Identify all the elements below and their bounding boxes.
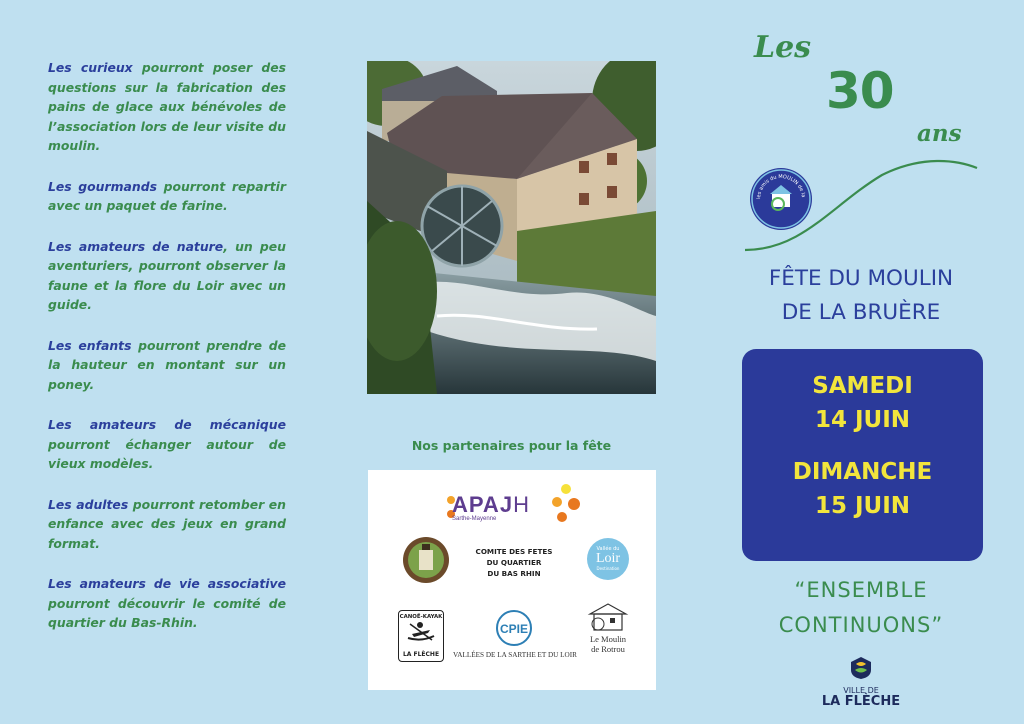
anniversary-number: 30 bbox=[826, 62, 894, 120]
activity-lead: Les adultes bbox=[48, 496, 129, 512]
mill-sketch-icon bbox=[586, 602, 630, 632]
activity-text: pourront prendre de la hauteur en montant sur un poney. bbox=[48, 337, 287, 392]
loir-top: Vallée du bbox=[596, 546, 620, 552]
flower-icon bbox=[548, 482, 584, 526]
activity-paragraph bbox=[48, 336, 286, 395]
event-title-line: DE LA BRUÈRE bbox=[781, 300, 941, 325]
event-title-line: FÊTE DU MOULIN bbox=[768, 266, 954, 291]
city-crest-icon bbox=[850, 656, 872, 680]
activity-paragraph bbox=[48, 495, 286, 554]
day-1: SAMEDI bbox=[812, 373, 913, 399]
mill-photo bbox=[367, 61, 656, 394]
activity-text: , un peu aventuriers, pourront observer la faune et la flore du Loir avec un guide. bbox=[48, 238, 286, 312]
cpie-text: VALLÉES DE LA SARTHE ET DU LOIR bbox=[453, 651, 577, 659]
loir-name: Loir bbox=[595, 551, 621, 566]
comite-line: DU QUARTIER bbox=[486, 558, 542, 567]
activity-lead: Les curieux bbox=[48, 60, 133, 75]
activity-lead: Les amateurs de mécanique bbox=[48, 417, 286, 432]
activity-text: pourront échanger autour de vieux modèles. bbox=[48, 436, 286, 471]
activity-text: pourront retomber en enfance avec des jeux en grand format. bbox=[48, 496, 286, 551]
comite-des-fetes-text bbox=[466, 546, 562, 579]
activity-paragraph bbox=[48, 415, 286, 474]
activity-text: pourront découvrir le comité de quartier du Bas-Rhin. bbox=[48, 595, 286, 630]
activity-lead: Les enfants bbox=[48, 337, 132, 353]
comite-line: DU BAS RHIN bbox=[487, 569, 541, 578]
activity-paragraph bbox=[48, 58, 286, 156]
activity-paragraph bbox=[48, 237, 286, 315]
moulin-rotrou-line2: de Rotrou bbox=[591, 644, 625, 654]
slogan-line: CONTINUONS” bbox=[778, 613, 944, 637]
club-logo-text: les amis du MOULIN de la bbox=[755, 173, 806, 200]
date-1: 14 JUIN bbox=[814, 407, 911, 433]
kayaker-icon bbox=[406, 620, 436, 644]
canoe-kayak-logo bbox=[398, 610, 444, 662]
date-2: 15 JUIN bbox=[814, 493, 911, 519]
apajh-name-thin: H bbox=[513, 492, 530, 517]
activities-list bbox=[48, 58, 286, 654]
day-2: DIMANCHE bbox=[792, 459, 933, 485]
slogan-line: “ENSEMBLE bbox=[794, 578, 928, 602]
city-big: LA FLÈCHE bbox=[821, 694, 901, 709]
activity-lead: Les gourmands bbox=[48, 178, 157, 194]
comite-logo-icon bbox=[402, 536, 450, 584]
activity-text: pourront repartir avec un paquet de farine. bbox=[48, 178, 287, 213]
moulin-rotrou-line1: Le Moulin bbox=[589, 634, 627, 644]
comite-line: COMITE DES FETES bbox=[475, 547, 553, 556]
anniversary-ans: ans bbox=[917, 120, 962, 147]
vallee-du-loir-logo bbox=[587, 538, 629, 580]
event-title bbox=[730, 262, 992, 330]
activity-paragraph bbox=[48, 574, 286, 633]
canoe-top: CANOË-KAYAK bbox=[399, 614, 443, 620]
slogan bbox=[730, 573, 992, 643]
ville-de-la-fleche-logo bbox=[821, 656, 901, 709]
partners-title: Nos partenaires pour la fête bbox=[411, 438, 612, 453]
apajh-name: APAJ bbox=[452, 492, 514, 517]
dates-panel bbox=[742, 349, 983, 561]
canoe-bottom: LA FLÈCHE bbox=[402, 651, 440, 658]
cpie-acronym: CPIE bbox=[499, 622, 529, 636]
city-small: VILLE DE bbox=[843, 686, 879, 695]
activity-text: pourront poser des questions sur la fabrication des pains de glace aux bénévoles de l’association lors de leur visite du moulin. bbox=[48, 60, 287, 153]
activity-paragraph bbox=[48, 177, 286, 216]
partners-logos bbox=[368, 470, 656, 690]
loir-bottom: Destination bbox=[596, 566, 620, 571]
apajh-subtitle: Sarthe-Mayenne bbox=[452, 516, 497, 522]
activity-lead: Les amateurs de vie associative bbox=[48, 576, 286, 591]
anniversary-les: Les bbox=[754, 30, 812, 65]
activity-lead: Les amateurs de nature bbox=[48, 238, 224, 254]
